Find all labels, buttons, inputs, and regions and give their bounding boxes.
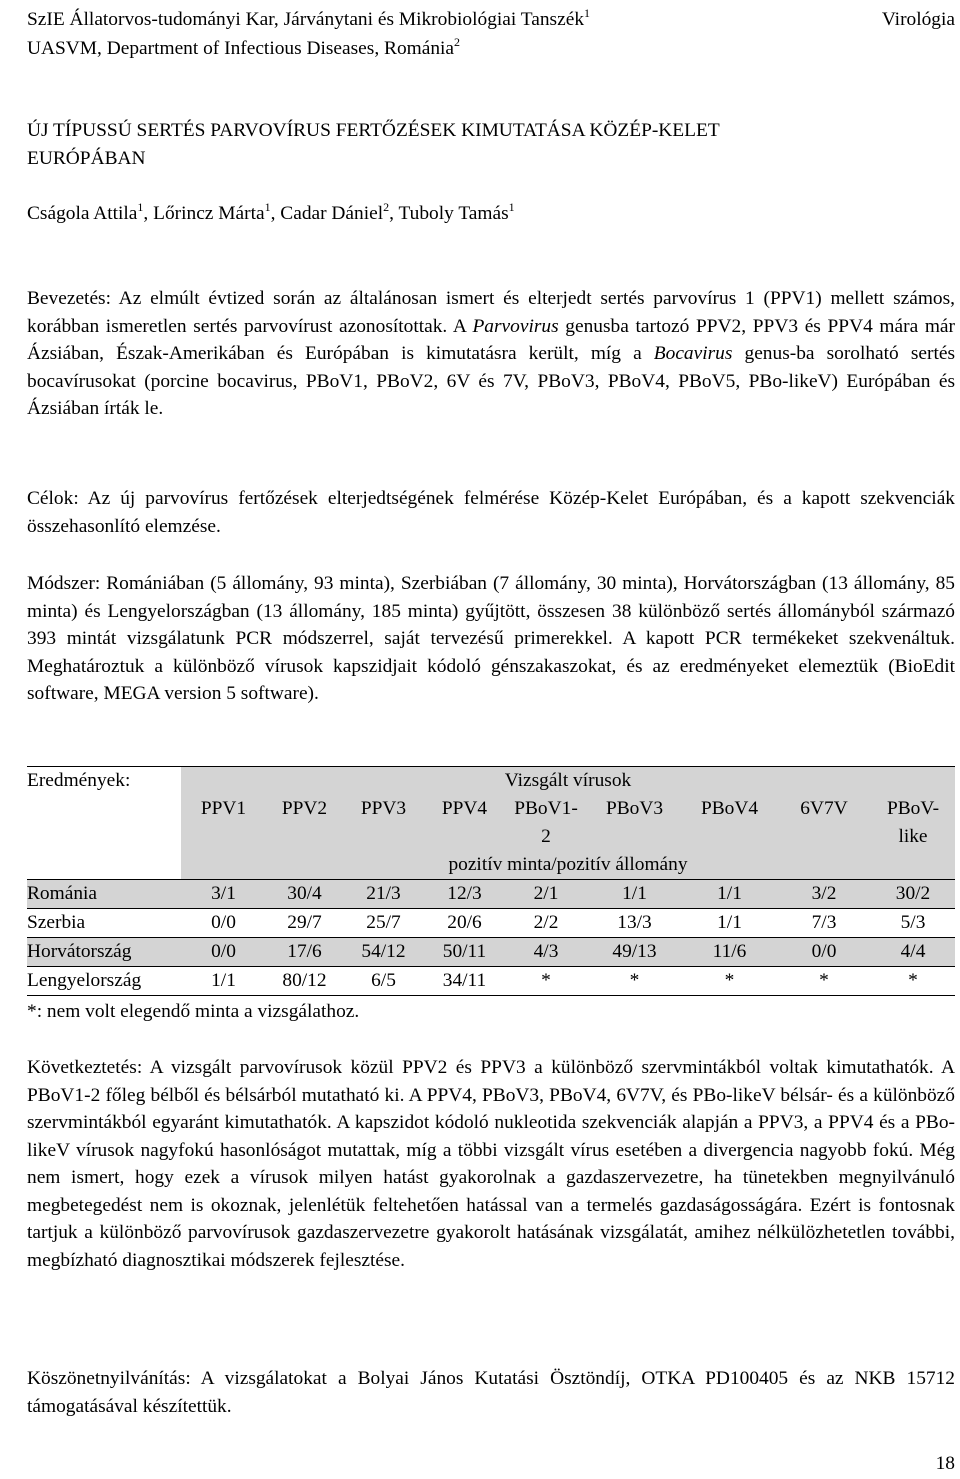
table-cell: *: [587, 967, 682, 996]
table-cell: 3/2: [777, 880, 871, 909]
table-cell: 3/1: [181, 880, 266, 909]
author-affiliation-marker: 1: [137, 200, 144, 214]
table-cell: 17/6: [266, 938, 343, 967]
table-cell: 12/3: [424, 880, 505, 909]
results-table-block: [27, 766, 955, 996]
table-cell: 1/1: [181, 967, 266, 996]
table-cell: 49/13: [587, 938, 682, 967]
country-cell: Románia: [27, 880, 181, 909]
table-cell: 5/3: [871, 909, 955, 938]
affiliation-1: SzIE Állatorvos-tudományi Kar, Járványtani és Mikrobiológiai Tanszék$^1$: [27, 6, 591, 30]
table-cell: *: [505, 967, 587, 996]
column-header: PBoV3: [587, 795, 682, 851]
column-header: 6V7V: [777, 795, 871, 851]
page-number: 18: [935, 1453, 955, 1474]
methods-paragraph: Módszer: Romániában (5 állomány, 93 minta), Szerbiában (7 állomány, 30 minta), Horvátországban (13 állomány, 85 minta) és Lengyelországban (13 állomány, 185 minta) gyűjtött, összesen 38 különböző sertés állományból származó 393 mintát vizsgálatunk PCR módszerrel, saját tervezésű primerekkel. A kapott PCR termékeket szekvenáltuk. Meghatároztuk a különböző vírusok kapszidjait kódoló génszakaszokat, és az eredményeket elemeztük (BioEdit software, MEGA version 5 software).: [27, 573, 955, 704]
table-cell: 30/2: [871, 880, 955, 909]
results-label: Eredmények:: [27, 767, 181, 796]
author: Cságola Attila: [27, 203, 138, 224]
table-cell: *: [777, 967, 871, 996]
table-cell: 7/3: [777, 909, 871, 938]
column-header: PPV1: [181, 795, 266, 851]
table-row: [27, 938, 955, 967]
table-header-group-row: [27, 767, 955, 796]
section-label: Virológia: [881, 9, 955, 30]
author: Tuboly Tamás: [398, 203, 509, 224]
table-cell: 34/11: [424, 967, 505, 996]
table-cell: 11/6: [682, 938, 777, 967]
table-cell: 30/4: [266, 880, 343, 909]
table-cell: *: [682, 967, 777, 996]
affiliation-1-marker: 1: [584, 6, 591, 20]
affiliation-2-marker: 2: [454, 35, 461, 49]
author: Lőrincz Márta: [153, 203, 265, 224]
column-header: PBoV- like: [871, 795, 955, 851]
author-affiliation-marker: 1: [264, 200, 271, 214]
country-cell: Szerbia: [27, 909, 181, 938]
subheader: pozitív minta/pozitív állomány: [181, 851, 955, 880]
table-footnote: *: nem volt elegendő minta a vizsgálathoz.: [27, 1001, 360, 1022]
author-affiliation-marker: 2: [383, 200, 390, 214]
group-header: Vizsgált vírusok: [181, 767, 955, 796]
author-list: Cságola Attila$^1$, Lőrincz Márta$^1$, Cadar Dániel$^2$, Tuboly Tamás$^1$: [27, 200, 515, 224]
column-header: PPV2: [266, 795, 343, 851]
table-cell: 1/1: [682, 909, 777, 938]
author-affiliation-marker: 1: [508, 200, 515, 214]
country-cell: Lengyelország: [27, 967, 181, 996]
table-cell: 20/6: [424, 909, 505, 938]
column-header: PPV3: [343, 795, 424, 851]
conclusion-paragraph: Következtetés: A vizsgált parvovírusok közül PPV2 és PPV3 a különböző szervmintákból voltak kimutathatók. A PBoV1-2 főleg bélből és bélsárból mutatható ki. A PPV4, PBoV3, PBoV4, 6V7V, és PBo-likeV bélsár- és a különböző szervmintákból egyaránt kimutathatók. A kapszidot kódoló nukleotida szekvenciák alapján a PPV3, a PPV4 és a PBo-likeV vírusok nagyfokú hasonlóságot mutattak, míg a többi vizsgált vírus esetében a divergencia nagyobb fokú. Még nem ismert, hogy ezek a vírusok milyen hatást gyakorolnak a gazdaszervezetre, ha tünetekben megnyilvánuló megbetegedést nem is okoznak, jelenlétük feltehetően hatással van a termelés gazdaságosságára. Ezért is fontosnak tartjuk a különböző parvovírusok gazdaszervezetre gyakorolt hatásának vizsgálatát, amihez nélkülözhetetlen további, megbízható diagnosztikai módszerek fejlesztése.: [27, 1057, 955, 1271]
table-column-header-row: [27, 795, 955, 851]
table-cell: 25/7: [343, 909, 424, 938]
country-cell: Horvátország: [27, 938, 181, 967]
table-cell: 21/3: [343, 880, 424, 909]
table-cell: 29/7: [266, 909, 343, 938]
table-cell: 2/1: [505, 880, 587, 909]
table-row: [27, 967, 955, 996]
table-row: [27, 880, 955, 909]
author: Cadar Dániel: [280, 203, 384, 224]
affiliations: [27, 6, 590, 64]
table-cell: *: [871, 967, 955, 996]
table-cell: 4/4: [871, 938, 955, 967]
table-cell: 0/0: [181, 909, 266, 938]
column-header: PBoV1- 2: [505, 795, 587, 851]
column-header: PBoV4: [682, 795, 777, 851]
table-cell: 50/11: [424, 938, 505, 967]
introduction-paragraph: Bevezetés: Az elmúlt évtized során az általánosan ismert és elterjedt sertés parvovírus 1 (PPV1) mellett számos, korábban ismeretlen sertés parvovírust azonosítottak. A Parvovirus genusba tartozó PPV2, PPV3 és PPV4 mára már Ázsiában, Észak-Amerikában és Európában is kimutatásra került, míg a Bocavirus genus-ba sorolható sertés bocavírusokat (porcine bocavirus, PBoV1, PBoV2, 6V és 7V, PBoV3, PBoV4, PBoV5, PBo-likeV) Európában és Ázsiában írták le.: [27, 288, 955, 419]
title-line-1: ÚJ TÍPUSSÚ SERTÉS PARVOVÍRUS FERTŐZÉSEK KIMUTATÁSA KÖZÉP-KELET: [27, 120, 720, 141]
table-cell: 6/5: [343, 967, 424, 996]
column-header: PPV4: [424, 795, 505, 851]
table-cell: 13/3: [587, 909, 682, 938]
acknowledgement-paragraph: Köszönetnyilvánítás: A vizsgálatokat a Bolyai János Kutatási Ösztöndíj, OTKA PD100405 és az NKB 15712 támogatásával készítettük.: [27, 1368, 955, 1417]
table-cell: 1/1: [682, 880, 777, 909]
table-cell: 1/1: [587, 880, 682, 909]
table-row: [27, 909, 955, 938]
title-line-2: EURÓPÁBAN: [27, 148, 146, 169]
table-cell: 4/3: [505, 938, 587, 967]
results-table: [27, 766, 955, 996]
paper-title: [27, 117, 955, 173]
affiliation-2: UASVM, Department of Infectious Diseases, Románia$^2$: [27, 35, 461, 59]
table-cell: 54/12: [343, 938, 424, 967]
table-cell: 2/2: [505, 909, 587, 938]
table-cell: 80/12: [266, 967, 343, 996]
table-subheader-row: [27, 851, 955, 880]
goals-paragraph: Célok: Az új parvovírus fertőzések elterjedtségének felmérése Közép-Kelet Európában, és a kapott szekvenciák összehasonlító elemzése.: [27, 488, 955, 537]
table-cell: 0/0: [777, 938, 871, 967]
table-cell: 0/0: [181, 938, 266, 967]
